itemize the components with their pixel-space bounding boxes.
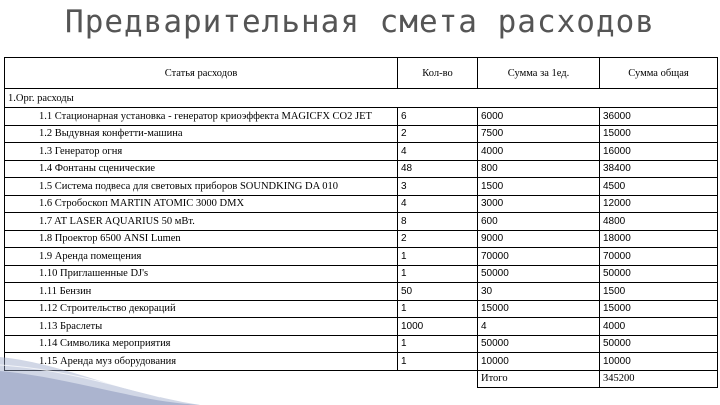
cell-total: 50000 (600, 265, 718, 283)
table-row (5, 230, 718, 248)
table-row (5, 300, 718, 318)
header-qty: Кол-во (398, 58, 478, 89)
cell-item: 1.6 Стробоскоп MARTIN ATOMIC 3000 DMX (5, 195, 398, 213)
total-label: Итого (478, 370, 600, 387)
cell-total: 50000 (600, 335, 718, 353)
cell-unit-price: 600 (478, 213, 600, 231)
table-row (5, 283, 718, 301)
cell-item: 1.12 Строительство декораций (5, 300, 398, 318)
total-row (5, 370, 718, 387)
table-row (5, 178, 718, 196)
table-row (5, 265, 718, 283)
cell-qty: 4 (398, 143, 478, 161)
header-total: Сумма общая (600, 58, 718, 89)
table-row (5, 108, 718, 126)
cell-total: 36000 (600, 108, 718, 126)
cell-qty: 1 (398, 265, 478, 283)
cell-total: 4000 (600, 318, 718, 336)
cell-unit-price: 6000 (478, 108, 600, 126)
cell-unit-price: 10000 (478, 353, 600, 371)
cell-item: 1.1 Стационарная установка - генератор криоэффекта MAGICFX CO2 JET (5, 108, 398, 126)
cell-total: 16000 (600, 143, 718, 161)
table-row (5, 248, 718, 266)
table-row (5, 143, 718, 161)
cell-qty: 2 (398, 125, 478, 143)
cell-unit-price: 3000 (478, 195, 600, 213)
header-row (5, 58, 718, 89)
empty-cell (398, 370, 478, 387)
cell-qty: 2 (398, 230, 478, 248)
table-row (5, 335, 718, 353)
cell-total: 4500 (600, 178, 718, 196)
cell-qty: 48 (398, 160, 478, 178)
cell-unit-price: 50000 (478, 265, 600, 283)
section-label: 1.Орг. расходы (5, 89, 718, 108)
cell-item: 1.5 Система подвеса для световых приборов SOUNDKING DA 010 (5, 178, 398, 196)
empty-cell (5, 370, 398, 387)
cell-qty: 3 (398, 178, 478, 196)
cell-qty: 1000 (398, 318, 478, 336)
cell-total: 1500 (600, 283, 718, 301)
page-title: Предварительная смета расходов (65, 4, 655, 40)
header-item: Статья расходов (5, 58, 398, 89)
cell-qty: 1 (398, 300, 478, 318)
cell-total: 10000 (600, 353, 718, 371)
cell-unit-price: 800 (478, 160, 600, 178)
cell-qty: 6 (398, 108, 478, 126)
cell-total: 12000 (600, 195, 718, 213)
cell-total: 70000 (600, 248, 718, 266)
cell-item: 1.15 Аренда муз оборудования (5, 353, 398, 371)
table-row (5, 125, 718, 143)
section-row (5, 89, 718, 108)
cell-qty: 50 (398, 283, 478, 301)
cell-item: 1.10 Приглашенные DJ's (5, 265, 398, 283)
table-row (5, 195, 718, 213)
cell-total: 4800 (600, 213, 718, 231)
cell-qty: 8 (398, 213, 478, 231)
table-row (5, 318, 718, 336)
cell-item: 1.9 Аренда помещения (5, 248, 398, 266)
cell-qty: 1 (398, 353, 478, 371)
cell-unit-price: 9000 (478, 230, 600, 248)
total-value: 345200 (600, 370, 718, 387)
cell-qty: 1 (398, 335, 478, 353)
cell-item: 1.11 Бензин (5, 283, 398, 301)
cell-qty: 1 (398, 248, 478, 266)
cell-item: 1.13 Браслеты (5, 318, 398, 336)
cell-unit-price: 30 (478, 283, 600, 301)
cell-unit-price: 50000 (478, 335, 600, 353)
table-row (5, 353, 718, 371)
header-unit-price: Сумма за 1ед. (478, 58, 600, 89)
cell-item: 1.4 Фонтаны сценические (5, 160, 398, 178)
cell-unit-price: 1500 (478, 178, 600, 196)
cell-total: 15000 (600, 125, 718, 143)
table-row (5, 213, 718, 231)
estimate-table (4, 57, 718, 388)
cell-unit-price: 70000 (478, 248, 600, 266)
cell-unit-price: 15000 (478, 300, 600, 318)
cell-total: 15000 (600, 300, 718, 318)
cell-item: 1.7 AT LASER AQUARIUS 50 мВт. (5, 213, 398, 231)
cell-item: 1.8 Проектор 6500 ANSI Lumen (5, 230, 398, 248)
cell-unit-price: 4000 (478, 143, 600, 161)
cell-item: 1.2 Выдувная конфетти-машина (5, 125, 398, 143)
table-row (5, 160, 718, 178)
cell-item: 1.14 Символика мероприятия (5, 335, 398, 353)
cell-total: 38400 (600, 160, 718, 178)
cell-unit-price: 7500 (478, 125, 600, 143)
cell-item: 1.3 Генератор огня (5, 143, 398, 161)
cell-unit-price: 4 (478, 318, 600, 336)
cell-qty: 4 (398, 195, 478, 213)
cell-total: 18000 (600, 230, 718, 248)
